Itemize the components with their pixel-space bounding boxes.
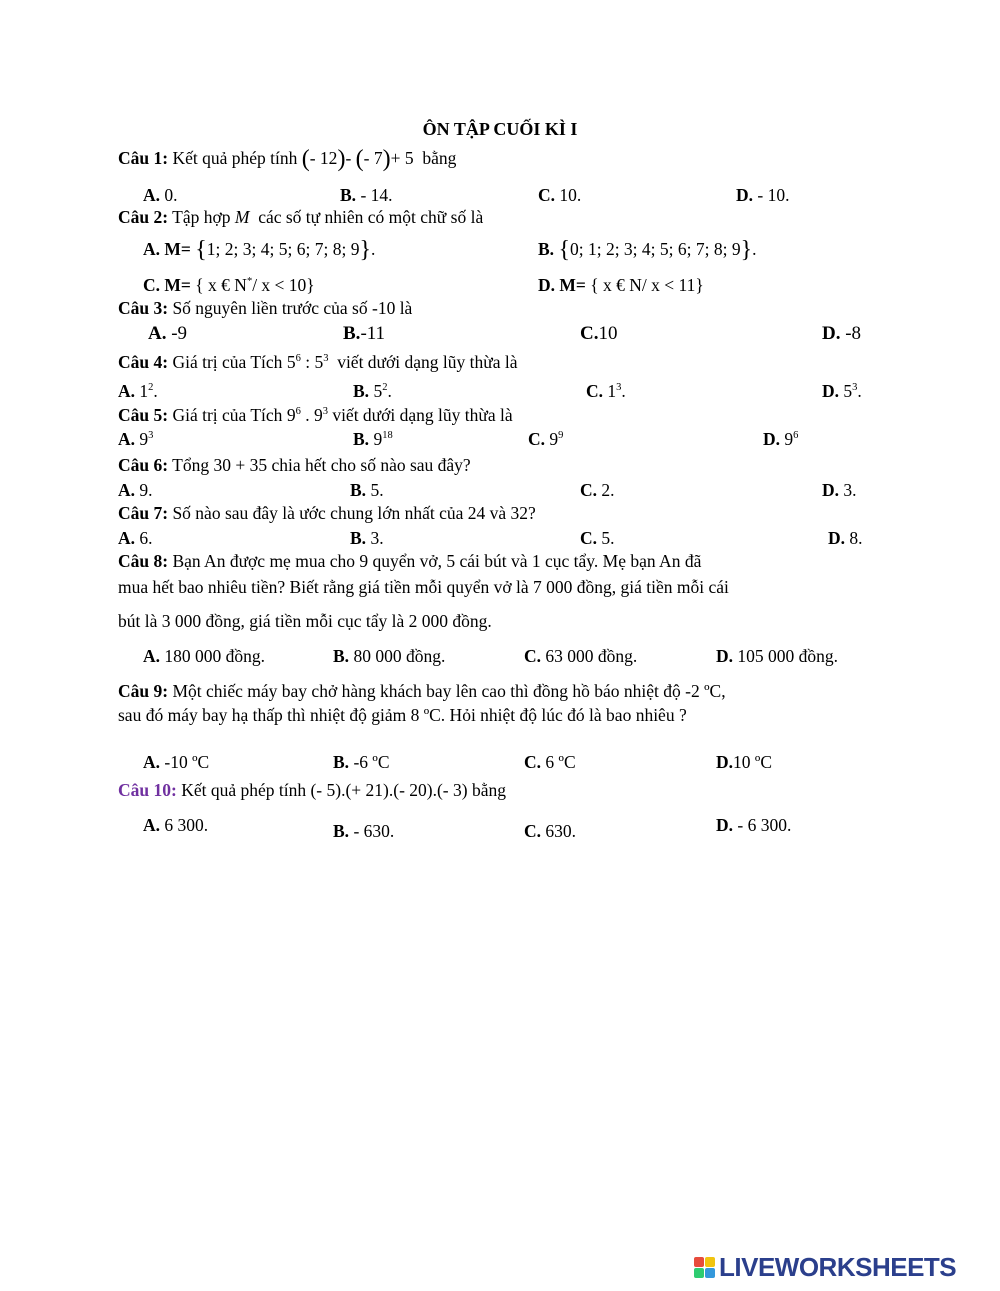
option-d[interactable]: D. $9^6$	[763, 429, 799, 449]
option-a[interactable]: A. -10 ºC	[143, 752, 210, 772]
option-d[interactable]: D. 3.	[822, 480, 857, 500]
option-b[interactable]: B. 5.	[350, 480, 384, 500]
option-b[interactable]: B. 80 000 đồng.	[333, 646, 446, 666]
option-b[interactable]: B. - 630.	[333, 821, 395, 841]
option-c[interactable]: C. M= { x € N*/ x < 10}	[143, 275, 315, 295]
logo-grid-icon	[694, 1257, 715, 1278]
option-c[interactable]: C. 10.	[538, 185, 582, 205]
page-title: ÔN TẬP CUỐI KÌ I	[422, 119, 578, 139]
option-a[interactable]: A. 9.	[118, 480, 153, 500]
option-c[interactable]: C. $9^9$	[528, 429, 564, 449]
question-label: Câu 4:	[118, 352, 169, 372]
option-d[interactable]: D. - 10.	[736, 185, 790, 205]
question-label: Câu 9:	[118, 681, 169, 701]
option-d[interactable]: D. $5^3$.	[822, 381, 862, 401]
option-b[interactable]: B. 3.	[350, 528, 384, 548]
option-c[interactable]: C.10	[580, 323, 618, 344]
option-a[interactable]: A. -9	[148, 323, 188, 344]
question-label: Câu 1:	[118, 148, 169, 168]
question-7: Câu 7: Số nào sau đây là ước chung lớn nhất của 24 và 32?	[118, 503, 536, 523]
question-9-line-2: sau đó máy bay hạ thấp thì nhiệt độ giảm 8 ºC. Hỏi nhiệt độ lúc đó là bao nhiêu ?	[118, 705, 687, 725]
option-a[interactable]: A. 6.	[118, 528, 153, 548]
option-a[interactable]: A. $9^3$	[118, 429, 154, 449]
option-b[interactable]: B. $5^2$.	[353, 381, 392, 401]
question-5: Câu 5: Giá trị của Tích $9^6$ . $9^3$ viết dưới dạng lũy thừa là	[118, 405, 513, 425]
question-2: Câu 2: Tập hợp M các số tự nhiên có một chữ số là	[118, 207, 484, 227]
brand-name: LIVEWORKSHEETS	[719, 1251, 957, 1282]
option-b[interactable]: B. - 14.	[340, 185, 393, 205]
question-label: Câu 2:	[118, 207, 169, 227]
question-4: Câu 4: Giá trị của Tích $5^6$ : $5^3$ viết dưới dạng lũy thừa là	[118, 352, 518, 372]
option-a[interactable]: A. 0.	[143, 185, 178, 205]
question-label: Câu 8:	[118, 551, 169, 571]
question-label: Câu 10:	[118, 780, 177, 800]
option-c[interactable]: C. 2.	[580, 480, 615, 500]
liveworksheets-logo	[694, 1252, 956, 1282]
question-8-line-2: mua hết bao nhiêu tiền? Biết rằng giá tiền mỗi quyển vở là 7 000 đồng, giá tiền mỗi cái	[118, 577, 729, 597]
option-b[interactable]: B. -6 ºC	[333, 752, 390, 772]
question-label: Câu 5:	[118, 405, 169, 425]
option-d[interactable]: D. 105 000 đồng.	[716, 646, 839, 666]
question-10: Câu 10: Kết quả phép tính (- 5).(+ 21).(- 20).(- 3) bằng	[118, 780, 506, 800]
option-a[interactable]: A. $1^2$.	[118, 381, 158, 401]
option-d[interactable]: D. - 6 300.	[716, 815, 792, 835]
option-a[interactable]: A. M= {1; 2; 3; 4; 5; 6; 7; 8; 9}.	[143, 237, 376, 263]
option-d[interactable]: D. 8.	[828, 528, 863, 548]
option-c[interactable]: C. $1^3$.	[586, 381, 626, 401]
option-c[interactable]: C. 5.	[580, 528, 615, 548]
option-d[interactable]: D.10 ºC	[716, 752, 772, 772]
question-label: Câu 3:	[118, 298, 169, 318]
question-6: Câu 6: Tổng 30 + 35 chia hết cho số nào sau đây?	[118, 455, 471, 475]
option-a[interactable]: A. 180 000 đồng.	[143, 646, 266, 666]
option-b[interactable]: B. $9^{18}$	[353, 429, 393, 449]
option-b[interactable]: B. {0; 1; 2; 3; 4; 5; 6; 7; 8; 9}.	[538, 237, 757, 263]
question-label: Câu 7:	[118, 503, 169, 523]
option-c[interactable]: C. 63 000 đồng.	[524, 646, 638, 666]
option-c[interactable]: C. 630.	[524, 821, 577, 841]
option-a[interactable]: A. 6 300.	[143, 815, 209, 835]
option-c[interactable]: C. 6 ºC	[524, 752, 576, 772]
option-d[interactable]: D. M= { x € N/ x < 11}	[538, 275, 704, 295]
question-label: Câu 6:	[118, 455, 169, 475]
question-8: Câu 8: Bạn An được mẹ mua cho 9 quyển vở, 5 cái bút và 1 cục tẩy. Mẹ bạn An đã	[118, 551, 702, 571]
option-d[interactable]: D. -8	[822, 323, 862, 344]
question-3: Câu 3: Số nguyên liền trước của số -10 là	[118, 298, 413, 318]
question-8-line-3: bút là 3 000 đồng, giá tiền mỗi cục tẩy là 2 000 đồng.	[118, 611, 492, 631]
option-b[interactable]: B.-11	[343, 323, 386, 344]
question-9: Câu 9: Một chiếc máy bay chở hàng khách bay lên cao thì đồng hồ báo nhiệt độ -2 ºC,	[118, 681, 726, 701]
question-1: Câu 1: Kết quả phép tính (- 12)- (- 7)+ 5 bằng	[118, 146, 457, 172]
